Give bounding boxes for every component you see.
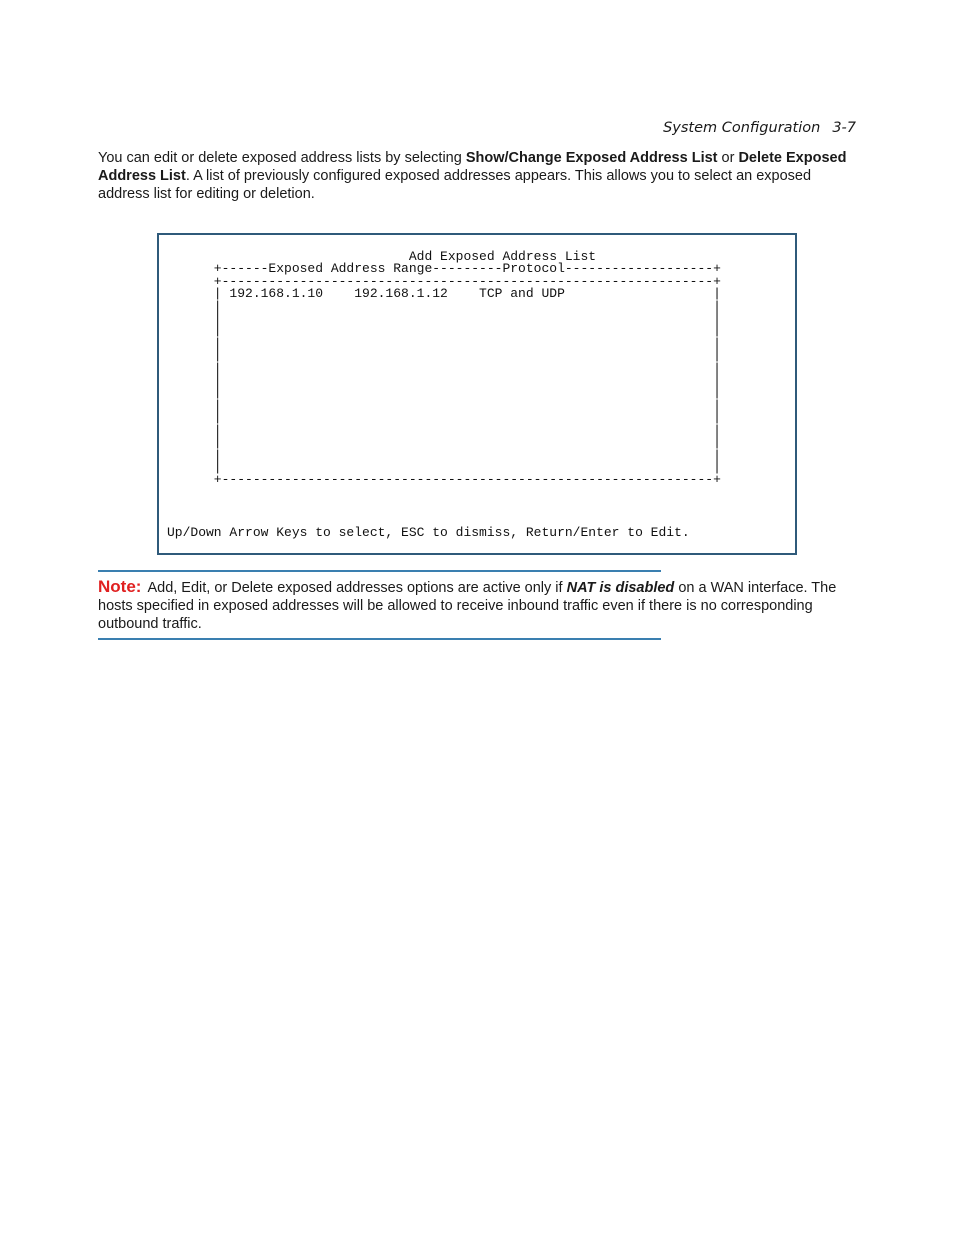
running-head bbox=[663, 120, 856, 136]
intro-text-1: You can edit or delete exposed address lists by selecting bbox=[98, 150, 466, 166]
page-number: 3-7 bbox=[832, 120, 856, 136]
terminal-screen bbox=[157, 233, 797, 555]
screen-footer-instructions: Up/Down Arrow Keys to select, ESC to dismiss, Return/Enter to Edit. bbox=[167, 525, 690, 540]
intro-text-2: or bbox=[717, 150, 739, 166]
running-head-title: System Configuration bbox=[663, 120, 821, 136]
note-text-1: Add, Edit, or Delete exposed addresses options are active only if bbox=[147, 580, 567, 596]
intro-bold-delete: Delete Exposed Address List bbox=[98, 150, 847, 184]
note-block bbox=[98, 578, 868, 633]
intro-bold-show-change: Show/Change Exposed Address List bbox=[465, 150, 718, 166]
note-label: Note: bbox=[98, 577, 142, 596]
note-text-2: on a WAN interface. The hosts specified in exposed addresses will be allowed to receive inbound traffic even if there is no corresponding outbound traffic. bbox=[98, 580, 837, 632]
intro-text-3: . A list of previously configured exposed addresses appears. This allows you to select an exposed address list for editing or deletion. bbox=[98, 168, 812, 202]
note-top-rule bbox=[98, 570, 661, 572]
note-emphasis: NAT is disabled bbox=[566, 580, 675, 596]
note-bottom-rule bbox=[98, 638, 661, 640]
intro-paragraph bbox=[98, 149, 858, 203]
exposed-address-list-screen: Add Exposed Address List +------Exposed Address Range---------Protocol-------------------+ +---------------------------------------------------------------+ | 192.168.1.10 192.168.1.12 TCP and UDP | | | | | | | | | | | | | | | | | | | | | | | | | | | | | +---------------------------------------------------------------+ bbox=[213, 249, 721, 488]
